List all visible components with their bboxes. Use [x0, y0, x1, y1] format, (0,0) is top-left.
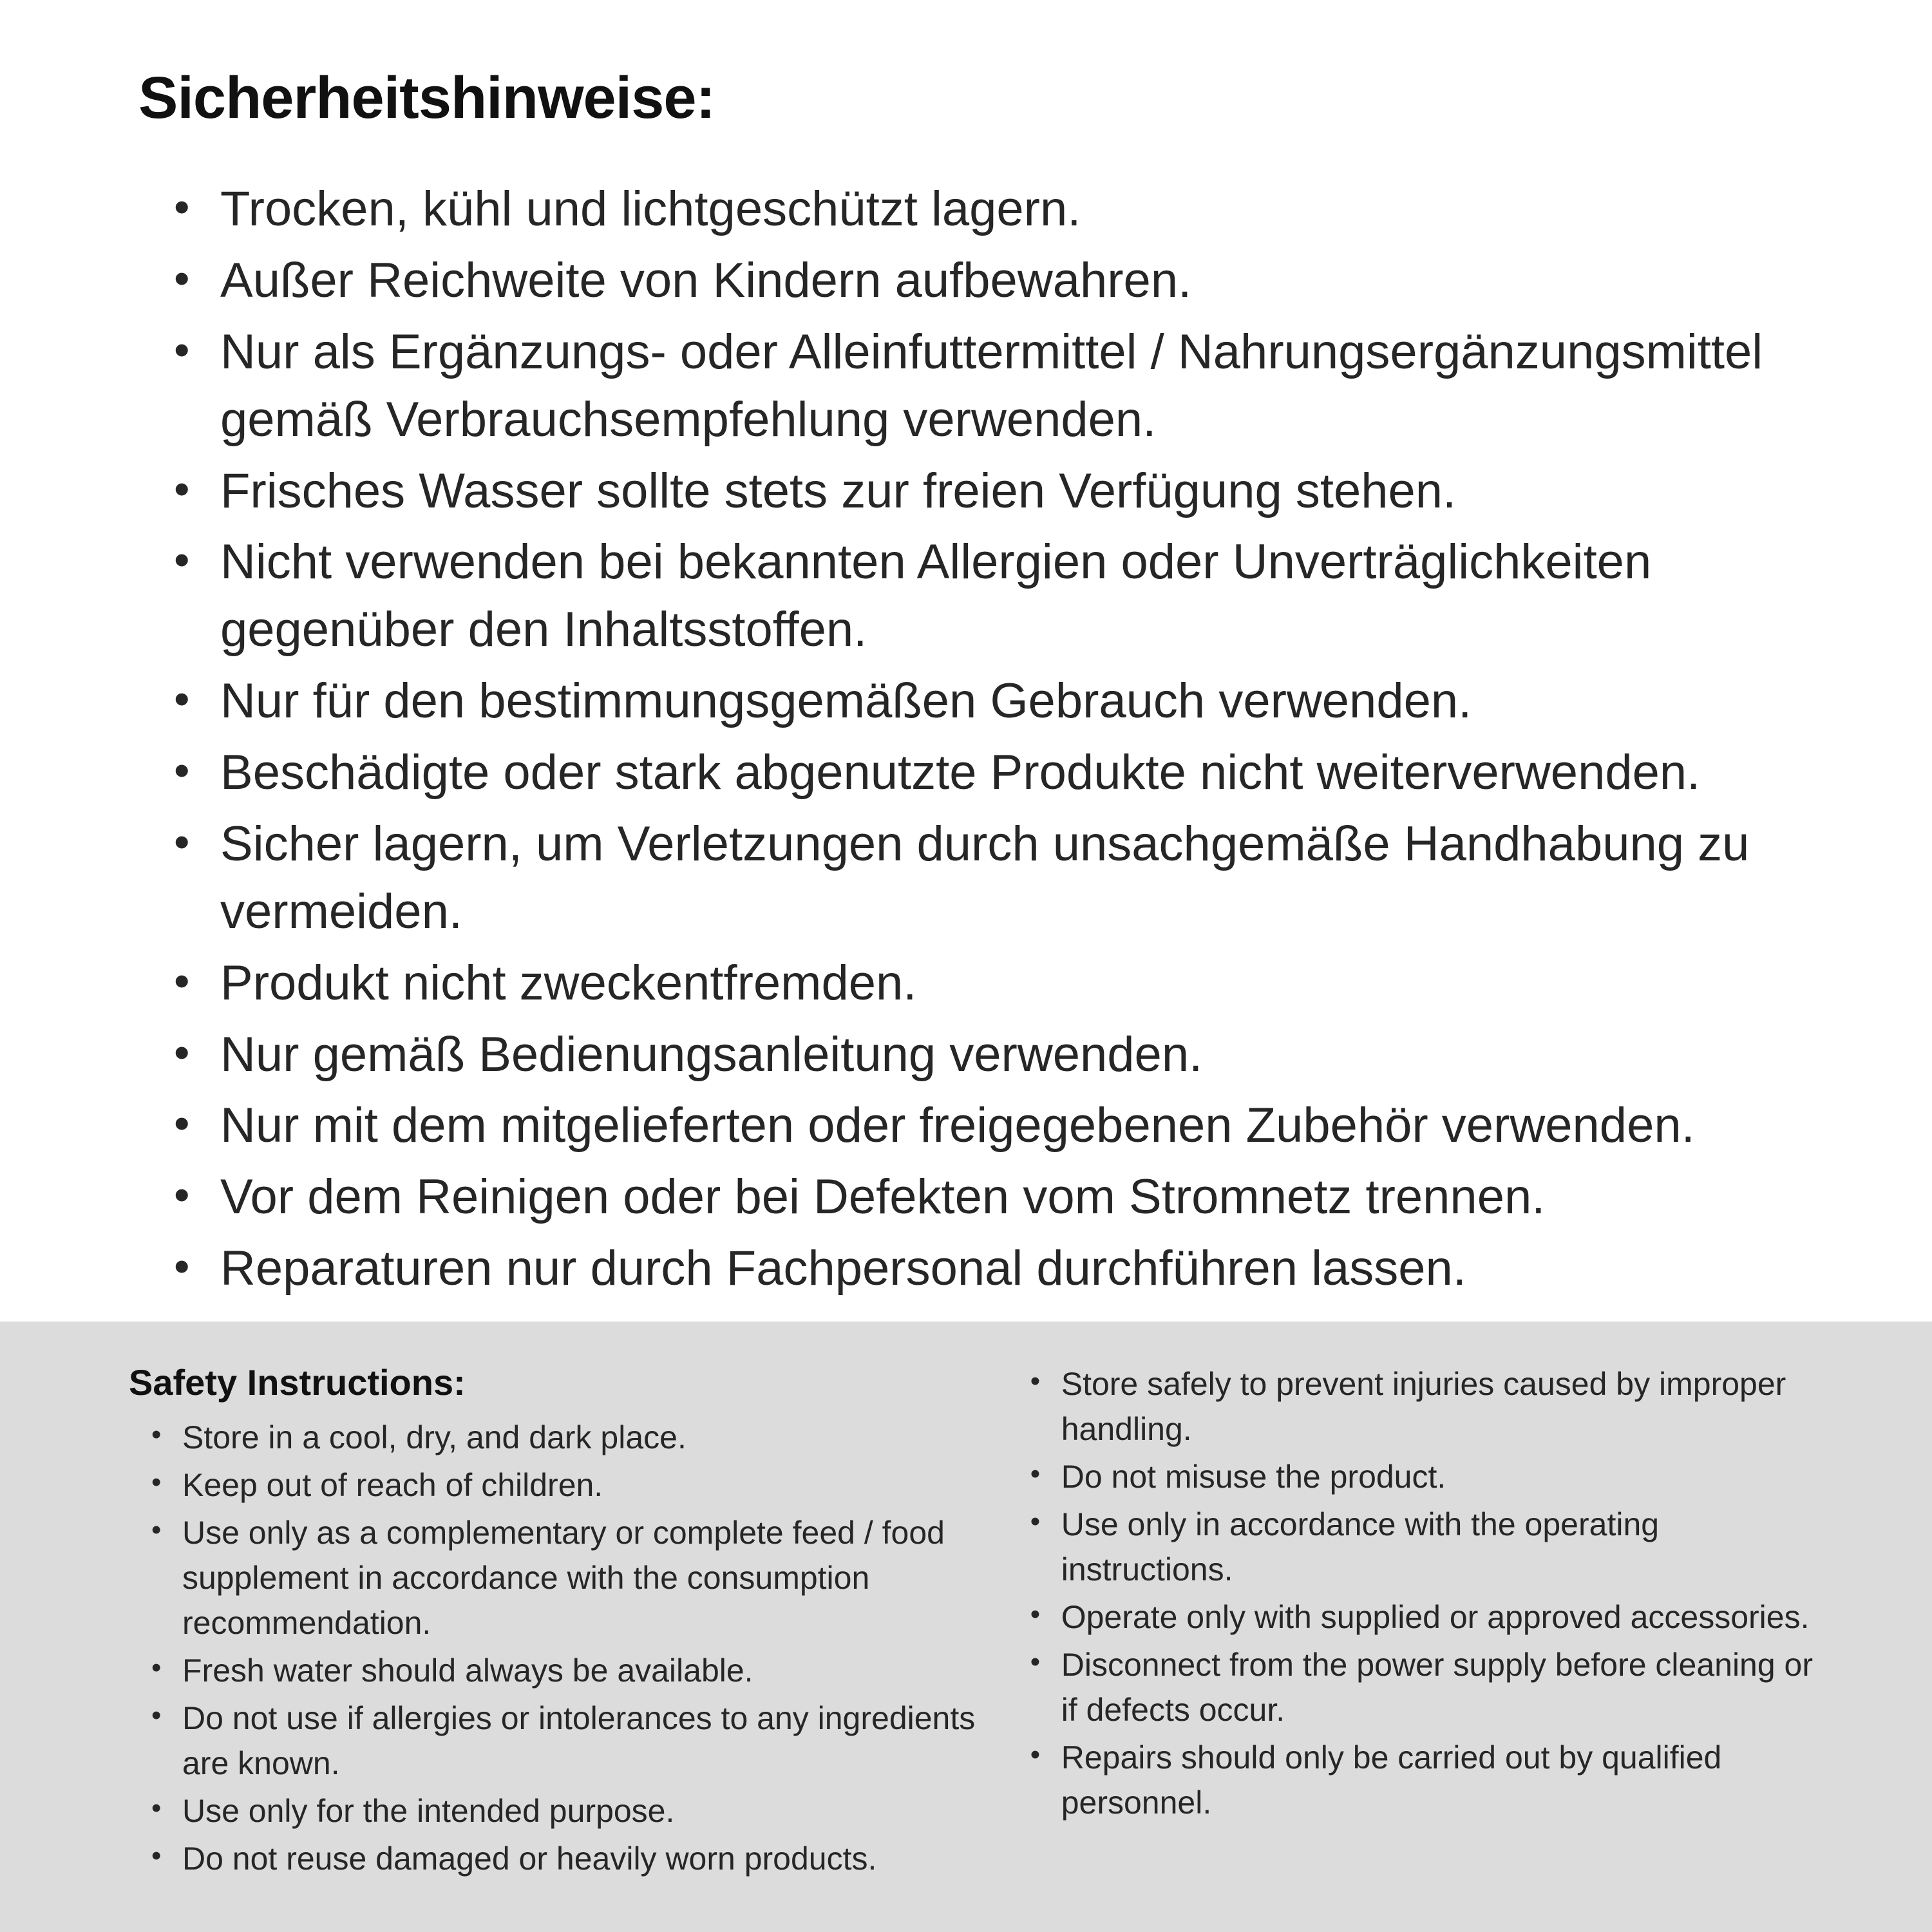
list-item: [174, 668, 1803, 735]
list-item: [1030, 1502, 1835, 1592]
list-item-text: Nur als Ergänzungs- oder Alleinfuttermittel / Nahrungsergänzungsmittel gemäß Verbrauchsempfehlung verwenden.: [220, 324, 1763, 447]
english-left-column: [129, 1361, 979, 1932]
list-item: [1030, 1361, 1835, 1452]
list-item-text: Nur mit dem mitgelieferten oder freigegebenen Zubehör verwenden.: [220, 1098, 1695, 1153]
list-item-text: Nur gemäß Bedienungsanleitung verwenden.: [220, 1027, 1203, 1082]
english-safety-section: [0, 1321, 1932, 1932]
list-item: [151, 1788, 979, 1833]
list-item-text: Repairs should only be carried out by qualified personnel.: [1061, 1739, 1722, 1821]
list-item-text: Use only in accordance with the operating instructions.: [1061, 1506, 1660, 1587]
list-item-text: Do not use if allergies or intolerances to any ingredients are known.: [182, 1700, 976, 1781]
list-item: [174, 739, 1803, 807]
list-item-text: Vor dem Reinigen oder bei Defekten vom Stromnetz trennen.: [220, 1170, 1546, 1225]
list-item-text: Disconnect from the power supply before cleaning or if defects occur.: [1061, 1647, 1814, 1728]
list-item-text: Produkt nicht zweckentfremden.: [220, 955, 917, 1010]
list-item-text: Do not reuse damaged or heavily worn products.: [182, 1841, 877, 1877]
list-item-text: Beschädigte oder stark abgenutzte Produkte nicht weiterverwenden.: [220, 745, 1701, 800]
list-item: [151, 1415, 979, 1460]
list-item: [1030, 1454, 1835, 1499]
list-item: [151, 1510, 979, 1645]
list-item: [174, 458, 1803, 526]
list-item: [174, 1164, 1803, 1231]
list-item: [151, 1648, 979, 1693]
list-item-text: Nur für den bestimmungsgemäßen Gebrauch verwenden.: [220, 674, 1472, 729]
list-item: [174, 1092, 1803, 1160]
list-item: [1030, 1735, 1835, 1825]
list-item: [174, 529, 1803, 664]
list-item-text: Außer Reichweite von Kindern aufbewahren.: [220, 252, 1192, 308]
list-item-text: Store in a cool, dry, and dark place.: [182, 1419, 687, 1455]
list-item-text: Fresh water should always be available.: [182, 1653, 753, 1689]
list-item-text: Reparaturen nur durch Fachpersonal durchführen lassen.: [220, 1241, 1466, 1296]
list-item: [1030, 1595, 1835, 1640]
list-item: [174, 811, 1803, 946]
list-item-text: Store safely to prevent injuries caused by improper handling.: [1061, 1366, 1786, 1447]
list-item-text: Nicht verwenden bei bekannten Allergien oder Unverträglichkeiten gegenüber den Inhaltsstoffen.: [220, 535, 1652, 658]
english-safety-list-right: [1030, 1361, 1835, 1825]
list-item-text: Use only as a complementary or complete feed / food supplement in accordance with the consumption recommendation.: [182, 1515, 945, 1641]
list-item-text: Operate only with supplied or approved accessories.: [1061, 1599, 1810, 1635]
list-item-text: Frisches Wasser sollte stets zur freien Verfügung stehen.: [220, 463, 1457, 518]
list-item: [151, 1696, 979, 1786]
list-item: [174, 1021, 1803, 1089]
english-section-title: Safety Instructions:: [129, 1362, 466, 1403]
english-right-column: [1030, 1361, 1835, 1932]
list-item-text: Keep out of reach of children.: [182, 1467, 603, 1503]
list-item: [151, 1463, 979, 1508]
english-safety-list-left: [129, 1415, 979, 1881]
list-item: [1030, 1642, 1835, 1732]
list-item-text: Trocken, kühl und lichtgeschützt lagern.: [220, 182, 1081, 236]
list-item: [174, 247, 1803, 315]
list-item-text: Sicher lagern, um Verletzungen durch unsachgemäße Handhabung zu vermeiden.: [220, 816, 1750, 939]
german-section-title: Sicherheitshinweise:: [138, 65, 715, 131]
list-item-text: Do not misuse the product.: [1061, 1459, 1446, 1495]
list-item: [151, 1836, 979, 1881]
list-item: [174, 319, 1803, 454]
list-item: [174, 176, 1803, 243]
list-item: [174, 950, 1803, 1018]
german-safety-list: [138, 176, 1803, 1303]
list-item-text: Use only for the intended purpose.: [182, 1793, 675, 1829]
list-item: [174, 1235, 1803, 1303]
